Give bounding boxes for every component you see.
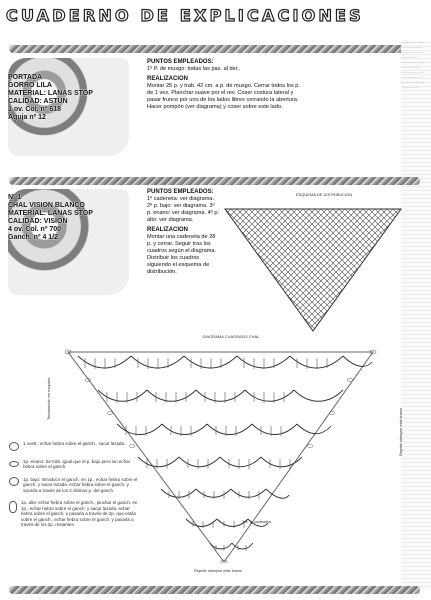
bottom-repeat-label: Repetir siempre este tramo — [193, 568, 243, 573]
bleed-text: ~~~~~~~~~~ — [401, 50, 425, 55]
chal-overlay-5: 4 ov. Col. nº 700 — [8, 226, 61, 233]
item2-realizacion-text: Montar una cadeneta de 28 p. y cerrar. Seguir tras los cuadros según el diagrama. Distribuir los cuadros siguiendo el esquema de distribución. — [147, 234, 217, 275]
right-vertical-label: Repetir siempre este tramo — [398, 407, 403, 456]
tall-symbol — [9, 501, 17, 513]
oval-symbol — [9, 461, 19, 467]
legend-text: 1p. enano: Se trab. igual que el p. bajo pero sin echar hebra sobre el ganch. — [23, 458, 131, 469]
legend-row — [9, 500, 138, 528]
bleed-text: ~~~~~~~ — [401, 55, 418, 60]
chain-symbol — [9, 442, 19, 451]
bleed-text: ~~~~~~~~~ — [401, 75, 423, 80]
chal-overlay-3: MATERIAL: LANAS STOP — [8, 210, 93, 217]
distribution-diagram — [219, 203, 407, 337]
item1-realizacion-text: Montar 25 p. y trab. 42 cm. a p. de musgo. Cerrar todos los p. de 1 vez. Planchar suave por el rev. Coser costura lateral y pasar frunce por uno de los lados libres cerrando la abertura. Hacer pompón (ver diagrama) y coser sobre este lado. — [147, 83, 300, 110]
middle-rope-divider — [9, 177, 420, 185]
diagram-title: DIAGRAMA CUADRADO CHAL — [202, 334, 260, 339]
chal-overlay — [8, 194, 128, 242]
legend-row — [9, 459, 138, 470]
item1-instructions — [147, 58, 300, 111]
gorro-overlay-1: PORTADA — [8, 74, 43, 81]
legend-row — [9, 441, 138, 451]
gorro-overlay-2: GORRO LILA — [8, 82, 52, 89]
item2-points-heading: PUNTOS EMPLEADOS: — [147, 189, 214, 195]
gorro-overlay-6: Aguja nº 12 — [8, 114, 46, 121]
legend-text: 1p. alto: echar hebra sobre el ganch., pinchar el ganch. en 1p., echar hebra sobre el ganch. y sacar lazada. echar hebra sobre el ganch. y pasarla a través de 2p. que están sobre el ganch., echar hebra sobre el ganch. y pasarla a través de los 2p. restantes. — [21, 500, 138, 527]
gorro-overlay — [8, 74, 128, 122]
bleed-text: ~~~~~~~~~ — [401, 45, 423, 50]
bleed-text: ~~~~~~~~~~ — [401, 70, 425, 75]
stitch-legend — [9, 441, 138, 531]
distribution-triangle — [225, 209, 401, 331]
chal-overlay-1: Nº 1 — [8, 194, 22, 201]
item2-points-text: 1º cadeneta: ver diagrama. 2º p. bajo: ver diagrama. 3º p. enano: ver diagrama. 4º p. alto: ver diagrama. — [147, 196, 220, 223]
gorro-overlay-4: CALIDAD: ASTUN — [8, 98, 68, 105]
item1-points-text: 1º P. de musgo: todas las pas. al der.. — [147, 66, 241, 72]
distribution-label: ESQUEMA DE DISTRIBUCION — [295, 192, 353, 197]
bleed-text: ~~~~~~~~~~ — [401, 80, 425, 85]
bleed-text: ~~~~~~~~ — [401, 85, 420, 90]
legend-row — [9, 477, 138, 494]
item1-points-heading: PUNTOS EMPLEADOS: — [147, 59, 214, 65]
bleed-text: ~~~~~~~~~~ — [401, 60, 425, 65]
item1-realizacion-heading: REALIZACION — [147, 76, 188, 82]
chal-overlay-2: CHAL VISION BLANCO — [8, 202, 85, 209]
page-title-text: CUADERNO DE EXPLICACIONES — [6, 6, 364, 25]
gorro-overlay-5: 1 ov. Col. nº 618 — [8, 106, 61, 113]
center-cadeneta-label: 1er. p. cadeneta — [242, 519, 271, 524]
gorro-overlay-3: MATERIAL: LANAS STOP — [8, 90, 93, 97]
chal-overlay-6: Ganch. nº 4 1/2 — [8, 234, 59, 241]
chal-overlay-4: CALIDAD: VISION — [8, 218, 68, 225]
left-vertical-label: Terminación en esquina — [46, 377, 51, 420]
page-title — [6, 6, 420, 36]
top-rope-divider — [9, 45, 420, 53]
legend-text: 1 vuelt.: echar hebra sobre el ganch., sacar lazada. — [23, 441, 126, 446]
legend-text: 1p. bajo: Introducir el ganch. en 1p., echar hebra sobre el ganch. y sacar lazada. echar hebra sobre el ganch. y sacarla a través de los 2 últimos p. del ganch. — [23, 476, 138, 493]
bottom-rope-divider — [9, 586, 420, 594]
bleed-text: ~~~~~~~~ — [401, 65, 420, 70]
bleed-text: ~~~~~~~~~~ — [401, 40, 425, 45]
item2-realizacion-heading: REALIZACION — [147, 227, 188, 233]
item2-instructions — [147, 188, 219, 276]
chain-symbol — [9, 477, 19, 486]
